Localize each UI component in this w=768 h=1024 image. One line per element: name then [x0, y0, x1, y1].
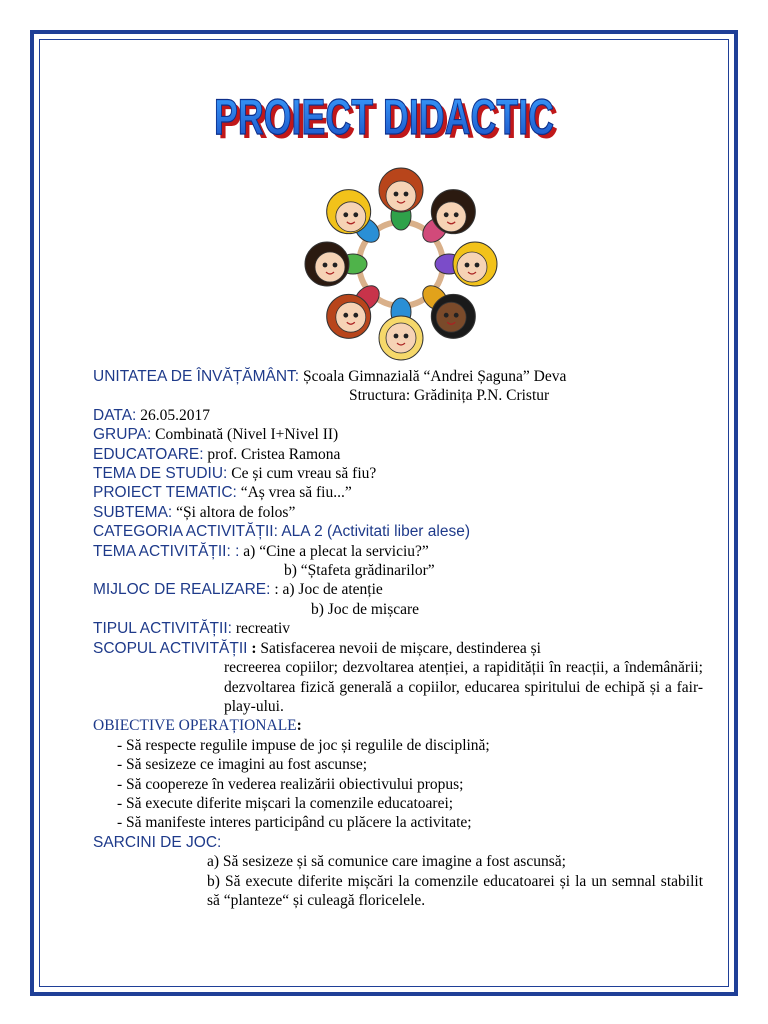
list-item: - Să execute diferite mișcari la comenzile educatoarei;: [117, 794, 454, 812]
child-figure: [379, 298, 423, 360]
unitate-label: UNITATEA DE ÎNVĂȚĂMÂNT:: [93, 368, 300, 385]
tipul-line: [93, 619, 703, 638]
educatoare-label: EDUCATOARE:: [93, 445, 204, 463]
document-body: [93, 367, 703, 910]
unitate-line: [93, 367, 703, 386]
title-shadow: PROIECT DIDACTIC: [218, 93, 558, 149]
title-text: PROIECT DIDACTIC: [214, 89, 554, 145]
tema-studiu-line: [93, 464, 703, 483]
subtema-label: SUBTEMA:: [93, 503, 173, 521]
child-figure: [379, 168, 423, 230]
grupa-value: Combinată (Nivel I+Nivel II): [151, 426, 339, 444]
child-figure: [418, 190, 475, 247]
list-item: - Să respecte regulile impuse de joc și regulile de disciplină;: [117, 736, 490, 754]
scopul-line: [93, 639, 703, 658]
educatoare-value: prof. Cristea Ramona: [203, 445, 341, 463]
tema-activitatii-b: b) “Ștafeta grădinarilor”: [284, 562, 435, 580]
educatoare-line: [93, 445, 703, 464]
proiect-tematic-line: [93, 483, 703, 502]
document-title: [0, 78, 768, 150]
list-item: - Să coopereze în vederea realizării obiectivului propus;: [117, 775, 464, 793]
obiective-label: OBIECTIVE OPERAȚIONALE: [93, 717, 297, 735]
mijloc-a: : a) Joc de atenție: [270, 581, 383, 599]
grupa-line: [93, 425, 703, 444]
scopul-line1: Satisfacerea nevoii de mișcare, destinderea și: [260, 639, 541, 657]
tema-studiu-label: TEMA DE STUDIU:: [93, 465, 228, 483]
children-circle-icon: [288, 166, 514, 362]
scopul-rest: recreerea copiilor; dezvoltarea atenției, a rapidității în reacții, a îndemânării; dezvoltarea fizică generală a copiilor, educarea spiritului de echipă și a fair-play-ului.: [224, 659, 703, 715]
unitate-value: Școala Gimnazială “Andrei Șaguna” Deva: [299, 368, 567, 385]
tema-studiu-value: Ce și cum vreau să fiu?: [227, 465, 377, 483]
tema-activitatii-line: [93, 542, 703, 561]
subtema-value: “Și altora de folos”: [172, 503, 296, 521]
child-figure: [327, 281, 384, 338]
data-value: 26.05.2017: [136, 406, 210, 424]
proiect-tematic-label: PROIECT TEMATIC:: [93, 484, 237, 502]
title-wordart: [204, 78, 564, 150]
structura-line: Structura: Grădinița P.N. Cristur: [349, 387, 550, 405]
data-label: DATA:: [93, 406, 137, 424]
mijloc-label: MIJLOC DE REALIZARE:: [93, 581, 271, 599]
child-figure: [435, 242, 497, 286]
tipul-label: TIPUL ACTIVITĂȚII:: [93, 620, 232, 638]
sarcini-b: b) Să execute diferite mișcări la comenzile educatoarei și la un semnal stabilit să “planteze“ și culeagă floricelele.: [207, 872, 703, 909]
child-figure: [418, 281, 475, 338]
grupa-label: GRUPA:: [93, 426, 152, 444]
list-item: - Să sesizeze ce imagini au fost ascunse;: [117, 756, 368, 774]
list-item: - Să manifeste interes participând cu plăcere la activitate;: [117, 814, 472, 832]
mijloc-line: [93, 580, 703, 599]
subtema-line: [93, 503, 703, 522]
proiect-tematic-value: “Aș vrea să fiu...”: [236, 484, 352, 502]
sarcini-heading: SARCINI DE JOC:: [93, 833, 222, 851]
sarcini-list: [93, 852, 703, 910]
sarcini-a: a) Să sesizeze și să comunice care imagine a fost ascunsă;: [207, 853, 566, 871]
child-figure: [327, 190, 384, 247]
mijloc-b: b) Joc de mișcare: [311, 600, 420, 618]
obiective-list: [93, 736, 703, 833]
child-figure: [305, 242, 367, 286]
categoria-line: CATEGORIA ACTIVITĂȚII: ALA 2 (Activitati liber alese): [93, 523, 470, 541]
obiective-colon: :: [296, 717, 302, 735]
obiective-heading: [93, 716, 703, 735]
tipul-value: recreativ: [231, 620, 291, 638]
scopul-colon: :: [247, 639, 261, 657]
tema-activitatii-label: TEMA ACTIVITĂȚII: :: [93, 542, 240, 560]
scopul-label: SCOPUL ACTIVITĂȚII: [93, 639, 248, 657]
tema-activitatii-a: a) “Cine a plecat la serviciu?”: [239, 542, 429, 560]
data-line: [93, 406, 703, 425]
